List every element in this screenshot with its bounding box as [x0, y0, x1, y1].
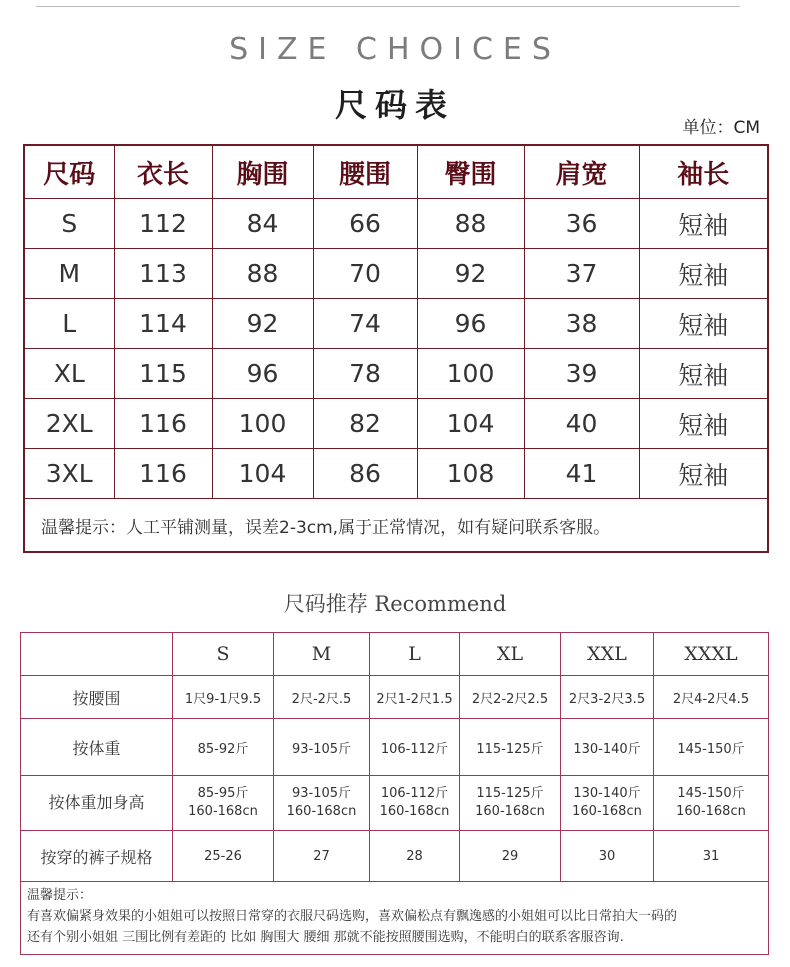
- weight-row-label: 按体重: [21, 719, 173, 776]
- header-size: 尺码: [24, 145, 114, 199]
- weight-height-cell: [561, 776, 654, 831]
- header-sleeve: 袖长: [639, 145, 768, 199]
- recommend-size-l: L: [370, 633, 460, 676]
- weight-value: 106-112斤: [370, 719, 460, 776]
- cell-bust: 84: [212, 199, 313, 249]
- size-choices-heading: SIZE CHOICES: [229, 32, 561, 67]
- cell-waist: 70: [313, 249, 417, 299]
- cell-bust: 100: [212, 399, 313, 449]
- height-range: 160-168cn: [379, 804, 450, 819]
- weight-height-cell: [654, 776, 769, 831]
- cell-hip: 88: [417, 199, 524, 249]
- unit-label: 单位：CM: [682, 118, 760, 138]
- weight-height-row-label: 按体重加身高: [21, 776, 173, 831]
- waist-row-label: 按腰围: [21, 676, 173, 719]
- height-range: 160-168cn: [676, 804, 746, 819]
- recommend-tips-row: [21, 882, 769, 955]
- height-range: 160-168cn: [475, 804, 545, 819]
- cell-size: 2XL: [24, 399, 114, 449]
- tips-title: 温馨提示：: [27, 888, 93, 903]
- waist-value: 2尺1-2尺1.5: [370, 676, 460, 719]
- waist-value: 2尺4-2尺4.5: [654, 676, 769, 719]
- cell-hip: 100: [417, 349, 524, 399]
- cell-waist: 78: [313, 349, 417, 399]
- cell-waist: 82: [313, 399, 417, 449]
- size-table-note-row: [24, 499, 768, 553]
- recommend-size-s: S: [173, 633, 274, 676]
- recommend-title: 尺码推荐 Recommend: [283, 592, 507, 616]
- height-range: 160-168cn: [188, 804, 258, 819]
- pants-value: 30: [561, 831, 654, 882]
- cell-sleeve: 短袖: [639, 399, 768, 449]
- cell-bust: 92: [212, 299, 313, 349]
- size-table-header-row: [24, 145, 768, 199]
- cell-length: 112: [114, 199, 212, 249]
- recommend-header-empty: [21, 633, 173, 676]
- weight-range: 93-105斤: [291, 786, 352, 801]
- cell-shoulder: 40: [524, 399, 639, 449]
- cell-size: S: [24, 199, 114, 249]
- cell-shoulder: 37: [524, 249, 639, 299]
- weight-range: 85-95斤: [197, 786, 249, 801]
- cell-sleeve: 短袖: [639, 449, 768, 499]
- waist-value: 2尺2-2尺2.5: [460, 676, 561, 719]
- height-range: 160-168cn: [572, 804, 642, 819]
- cell-bust: 104: [212, 449, 313, 499]
- cell-hip: 108: [417, 449, 524, 499]
- cell-sleeve: 短袖: [639, 299, 768, 349]
- cell-length: 113: [114, 249, 212, 299]
- cell-sleeve: 短袖: [639, 249, 768, 299]
- cell-length: 115: [114, 349, 212, 399]
- pants-row-label: 按穿的裤子规格: [21, 831, 173, 882]
- pants-value: 27: [274, 831, 370, 882]
- cell-shoulder: 39: [524, 349, 639, 399]
- weight-value: 145-150斤: [654, 719, 769, 776]
- cell-length: 114: [114, 299, 212, 349]
- cell-hip: 104: [417, 399, 524, 449]
- header-shoulder: 肩宽: [524, 145, 639, 199]
- table-row: [24, 449, 768, 499]
- recommend-pants-row: [21, 831, 769, 882]
- header-hip: 臀围: [417, 145, 524, 199]
- measurement-note: 温馨提示：人工平铺测量，误差2-3cm,属于正常情况，如有疑问联系客服。: [24, 499, 768, 553]
- cell-shoulder: 36: [524, 199, 639, 249]
- pants-value: 25-26: [173, 831, 274, 882]
- weight-height-cell: [460, 776, 561, 831]
- recommend-size-xxxl: XXXL: [654, 633, 769, 676]
- weight-height-cell: [370, 776, 460, 831]
- pants-value: 29: [460, 831, 561, 882]
- cell-shoulder: 41: [524, 449, 639, 499]
- recommend-weight-height-row: [21, 776, 769, 831]
- weight-value: 115-125斤: [460, 719, 561, 776]
- table-row: [24, 199, 768, 249]
- weight-value: 85-92斤: [173, 719, 274, 776]
- header-bust: 胸围: [212, 145, 313, 199]
- recommend-weight-row: [21, 719, 769, 776]
- waist-value: 1尺9-1尺9.5: [173, 676, 274, 719]
- table-row: [24, 299, 768, 349]
- tips-line-1: 有喜欢偏紧身效果的小姐姐可以按照日常穿的衣服尺码选购，喜欢偏松点有飘逸感的小姐姐可以比日常拍大一码的: [27, 909, 678, 924]
- cell-length: 116: [114, 449, 212, 499]
- pants-value: 31: [654, 831, 769, 882]
- weight-range: 130-140斤: [573, 786, 641, 801]
- weight-range: 115-125斤: [476, 786, 544, 801]
- recommend-size-xl: XL: [460, 633, 561, 676]
- recommend-table: [20, 632, 769, 955]
- recommend-size-m: M: [274, 633, 370, 676]
- recommend-header-row: [21, 633, 769, 676]
- pants-value: 28: [370, 831, 460, 882]
- cell-shoulder: 38: [524, 299, 639, 349]
- size-table: [23, 144, 769, 553]
- table-row: [24, 349, 768, 399]
- weight-value: 93-105斤: [274, 719, 370, 776]
- weight-height-cell: [274, 776, 370, 831]
- size-chart-title: 尺码表: [334, 86, 455, 124]
- cell-length: 116: [114, 399, 212, 449]
- cell-sleeve: 短袖: [639, 349, 768, 399]
- cell-size: 3XL: [24, 449, 114, 499]
- weight-value: 130-140斤: [561, 719, 654, 776]
- cell-size: M: [24, 249, 114, 299]
- weight-height-cell: [173, 776, 274, 831]
- cell-hip: 92: [417, 249, 524, 299]
- cell-hip: 96: [417, 299, 524, 349]
- cell-sleeve: 短袖: [639, 199, 768, 249]
- recommend-tips: [21, 882, 769, 955]
- cell-bust: 88: [212, 249, 313, 299]
- cell-bust: 96: [212, 349, 313, 399]
- waist-value: 2尺-2尺.5: [274, 676, 370, 719]
- table-row: [24, 249, 768, 299]
- cell-waist: 86: [313, 449, 417, 499]
- cell-waist: 74: [313, 299, 417, 349]
- tips-line-2: 还有个别小姐姐 三围比例有差距的 比如 胸围大 腰细 那就不能按照腰围选购，不能明白的联系客服咨询.: [27, 930, 624, 945]
- cell-size: XL: [24, 349, 114, 399]
- header-waist: 腰围: [313, 145, 417, 199]
- recommend-size-xxl: XXL: [561, 633, 654, 676]
- header-length: 衣长: [114, 145, 212, 199]
- recommend-waist-row: [21, 676, 769, 719]
- cell-size: L: [24, 299, 114, 349]
- weight-range: 145-150斤: [677, 786, 745, 801]
- waist-value: 2尺3-2尺3.5: [561, 676, 654, 719]
- height-range: 160-168cn: [286, 804, 357, 819]
- table-row: [24, 399, 768, 449]
- weight-range: 106-112斤: [380, 786, 449, 801]
- cell-waist: 66: [313, 199, 417, 249]
- top-divider: [36, 6, 740, 7]
